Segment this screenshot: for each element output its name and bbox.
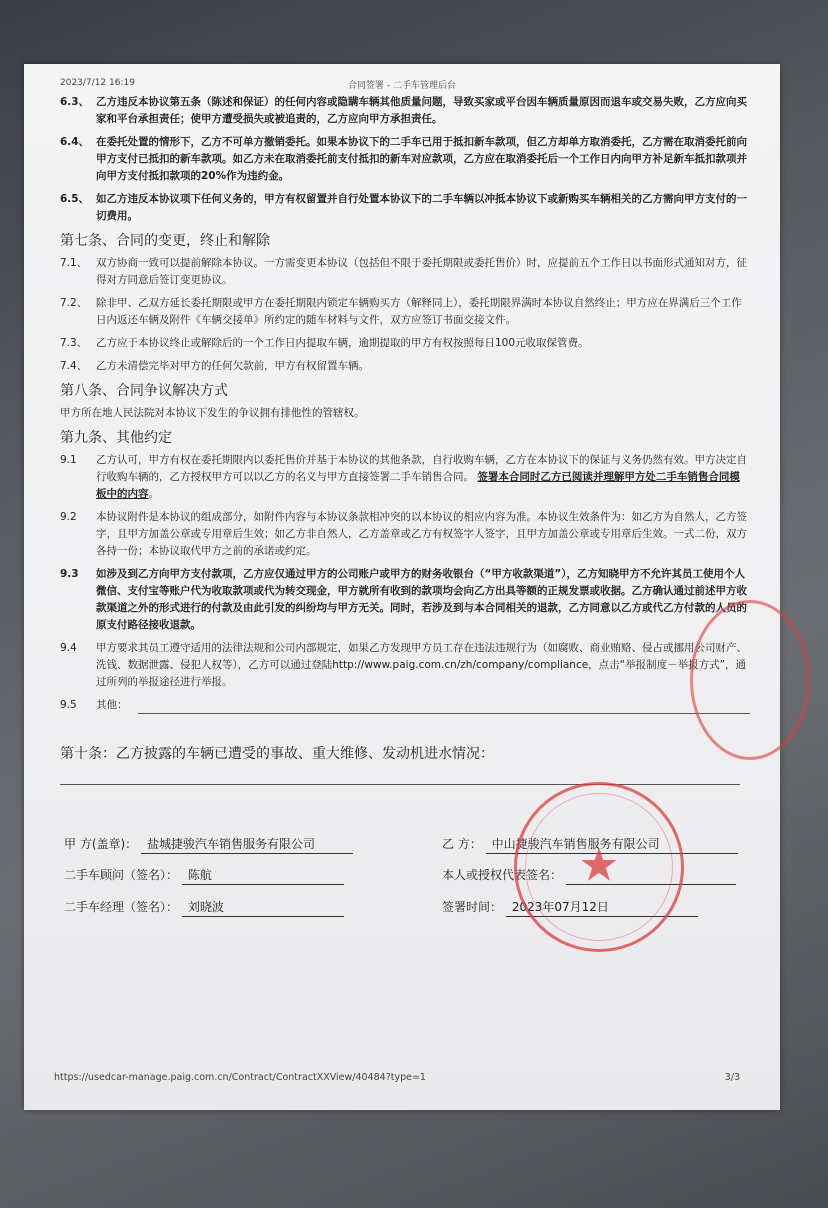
- clause-9-2: 9.2 本协议附件是本协议的组成部分，如附件内容与本协议条款相冲突的以本协议的相应内容为准。本协议生效条件为：如乙方为自然人，乙方签字，且甲方加盖公章或专用章后生效；如乙方非自然人，乙方盖章或乙方有权签字人签字，且甲方加盖公章或专用章后生效。一式二份，双方各持一份；本协议取代甲方之前的承诺或约定。: [60, 511, 747, 557]
- section-10-line: [60, 784, 740, 785]
- clause-7-2: 7.2、 除非甲、乙双方延长委托期限或甲方在委托期限内锁定车辆购买方（解释同上），委托期限界满时本协议自然终止；甲方应在界满后三个工作日内返还车辆及附件《车辆交接单》所约定的随车材料与文件，双方应签订书面交接文件。: [60, 297, 742, 326]
- edge-seal: [690, 600, 810, 760]
- sign-date: 2023年07月12日: [506, 899, 698, 917]
- page-number: 3/3: [724, 1072, 740, 1083]
- section-8-text: 甲方所在地人民法院对本协议下发生的争议拥有排他性的管辖权。: [60, 407, 365, 419]
- party-a-name: 盐城捷骏汽车销售服务有限公司: [141, 836, 353, 854]
- clause-9-4: 9.4 甲方要求其员工遵守适用的法律法规和公司内部规定，如果乙方发现甲方员工存在违法违规行为（如腐败、商业贿赂、侵占或挪用公司财产、洗钱、数据泄露、侵犯人权等），乙方可以通过登陆http://www.paig.com.cn/zh/company/compliance，点击“举报制度－举报方式”，通过所列的举报途径进行举报。: [60, 642, 747, 688]
- print-datetime: 2023/7/12 16:19: [60, 78, 135, 88]
- contract-body: [60, 94, 750, 720]
- consultant-name: 陈航: [182, 867, 344, 885]
- clause-6-3: 6.3、 乙方违反本协议第五条（陈述和保证）的任何内容或隐瞒车辆其他质量问题，导致买家或平台因车辆质量原因而退车或交易失败，乙方应向买家和平台承担责任；使甲方遭受损失或被追责的，乙方应向甲方承担责任。: [60, 96, 747, 125]
- other-terms-line: [138, 713, 750, 714]
- party-b-row: 乙 方： 中山捷骏汽车销售服务有限公司: [442, 836, 738, 854]
- clause-6-5: 6.5、 如乙方违反本协议项下任何义务的，甲方有权留置并自行处置本协议下的二手车辆以冲抵本协议下或新购买车辆相关的乙方需向甲方支付的一切费用。: [60, 193, 747, 222]
- section-8-title: 第八条、合同争议解决方式: [60, 383, 228, 399]
- section-9-title: 第九条、其他约定: [60, 430, 172, 446]
- seal-star-icon: ★: [578, 837, 620, 892]
- clause-9-3: 9.3 如涉及到乙方向甲方支付款项，乙方应仅通过甲方的公司账户或甲方的财务收银台（“甲方收款渠道”），乙方知晓甲方不允许其员工使用个人微信、支付宝等账户代为收取款项或代为转交现金，甲方就所有收到的款项均会向乙方出具等额的正规发票或收据。乙方确认通过前述甲方收款渠道之外的形式进行的付款及由此引发的纠纷均与甲方无关。同时，若涉及到与本合同相关的退款，乙方同意以乙方或代乙方付款的人员的原支付路径接收退款。: [60, 568, 747, 631]
- manager-name: 刘晓波: [182, 899, 344, 917]
- acknowledgement-text: 签署本合同时乙方已阅读并理解甲方处二手车销售合同模板中的内容: [96, 471, 740, 500]
- clause-7-3: 7.3、 乙方应于本协议终止或解除后的一个工作日内提取车辆，逾期提取的甲方有权按照每日100元收取保管费。: [60, 337, 589, 349]
- date-row: 签署时间： 2023年07月12日: [442, 899, 698, 917]
- section-10-title: 第十条：乙方披露的车辆已遭受的事故、重大维修、发动机进水情况：: [60, 746, 494, 762]
- consultant-row: 二手车顾问（签名）： 陈航: [64, 867, 344, 885]
- footer-url: https://usedcar-manage.paig.com.cn/Contract/ContractXXView/40484?type=1: [54, 1072, 426, 1083]
- clause-9-1: 9.1 乙方认可，甲方有权在委托期限内以委托售价并基于本协议的其他条款，自行收购车辆，乙方在本协议下的保证与义务仍然有效。甲方决定自行收购车辆的，乙方授权甲方可以以乙方的名义与甲方直接签署二手车销售合同。 签署本合同时乙方已阅读并理解甲方处二手车销售合同模板中的内容。: [60, 454, 747, 500]
- clause-7-4: 7.4、 乙方未清偿完毕对甲方的任何欠款前，甲方有权留置车辆。: [60, 360, 369, 372]
- representative-row: 本人或授权代表签名：: [442, 867, 736, 885]
- clause-7-1: 7.1、 双方协商一致可以提前解除本协议。一方需变更本协议（包括但不限于委托期限或委托售价）时，应提前五个工作日以书面形式通知对方，征得对方同意后签订变更协议。: [60, 257, 747, 286]
- print-title: 合同签署 - 二手车管理后台: [348, 81, 456, 91]
- clause-6-4: 6.4、 在委托处置的情形下，乙方不可单方撤销委托。如果本协议下的二手车已用于抵扣新车款项，但乙方却单方取消委托，乙方需在取消委托前向甲方支付已抵扣的新车款项。如乙方未在取消委托前支付抵扣的新车对应款项，乙方应在取消委托后一个工作日内向甲方补足新车抵扣款项并向甲方支付抵扣款项的20%作为违约金。: [60, 136, 747, 182]
- clause-9-5: 9.5 其他：: [60, 697, 750, 714]
- company-seal: [514, 782, 684, 952]
- manager-row: 二手车经理（签名）： 刘晓波: [64, 899, 344, 917]
- party-b-name: 中山捷骏汽车销售服务有限公司: [486, 836, 738, 854]
- section-7-title: 第七条、合同的变更，终止和解除: [60, 233, 270, 249]
- party-a-row: 甲 方(盖章)： 盐城捷骏汽车销售服务有限公司: [64, 836, 353, 854]
- contract-page: [24, 64, 780, 1110]
